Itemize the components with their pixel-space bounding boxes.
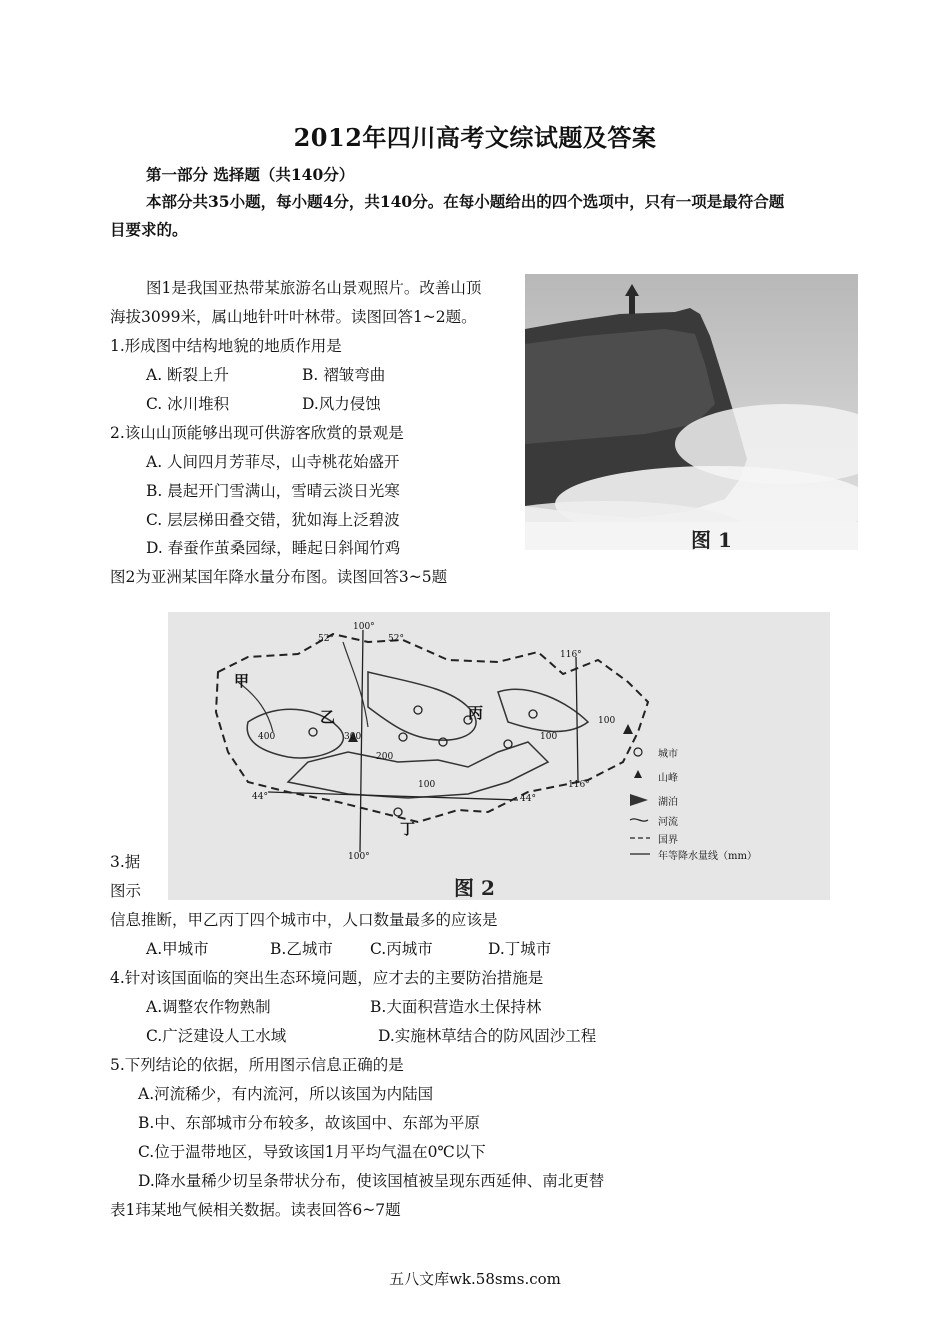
map-label: 100° [353, 622, 375, 632]
page-footer: 五八文库wk.58sms.com [389, 1270, 561, 1288]
q4-option-a: A.调整农作物熟制 [146, 998, 271, 1016]
map-label-isoline: 100 [540, 732, 558, 742]
q1-option-c: C. 冰川堆积 [146, 395, 230, 413]
q3-text-part2: 图示 [110, 882, 142, 900]
q4-option-b: B.大面积营造水土保持林 [370, 998, 542, 1016]
legend-peak: 山峰 [658, 773, 678, 784]
map-label: 52° [388, 634, 404, 644]
map-label: 116° [560, 650, 582, 660]
q3-option-c: C.丙城市 [370, 940, 433, 958]
q2-option-c: C. 层层梯田叠交错，犹如海上泛碧波 [146, 511, 400, 529]
map-label: 52° [318, 634, 334, 644]
map-label-isoline: 100 [598, 716, 616, 726]
q5-option-d: D.降水量稀少切呈条带状分布，使该国植被呈现东西延伸、南北更替 [138, 1172, 605, 1190]
legend-border: 国界 [658, 835, 678, 846]
q3-5-intro: 图2为亚洲某国年降水量分布图。读图回答3~5题 [110, 568, 448, 586]
q4-option-d: D.实施林草结合的防风固沙工程 [378, 1027, 597, 1045]
question-1: 1.形成图中结构地貌的地质作用是 [110, 337, 342, 355]
map-label: 116° [568, 780, 590, 790]
q5-option-a: A.河流稀少，有内流河，所以该国为内陆国 [138, 1085, 434, 1103]
question-5: 5.下列结论的依据，所用图示信息正确的是 [110, 1056, 404, 1074]
instructions-line1: 本部分共35小题，每小题4分，共140分。在每小题给出的四个选项中，只有一项是最符合题 [146, 192, 785, 211]
q2-option-b: B. 晨起开门雪满山，雪晴云淡日光寒 [146, 482, 400, 500]
map-label: 100° [348, 852, 370, 862]
q5-option-c: C.位于温带地区，导致该国1月平均气温在0℃以下 [138, 1143, 486, 1161]
map-label-city: 甲 [234, 672, 250, 690]
map-label: 44° [520, 794, 536, 804]
legend-isohyet: 年等降水量线（mm） [658, 851, 757, 862]
q3-option-d: D.丁城市 [488, 940, 552, 958]
figure-1-caption: 图 1 [691, 528, 732, 550]
q3-option-a: A.甲城市 [146, 940, 209, 958]
instructions-line2: 目要求的。 [110, 220, 188, 239]
map-label: 44° [252, 792, 268, 802]
q1-2-intro-line1: 图1是我国亚热带某旅游名山景观照片。改善山顶 [146, 279, 482, 297]
legend-lake: 湖泊 [658, 797, 678, 808]
part1-heading: 第一部分 选择题（共140分） [146, 165, 355, 184]
figure-2-caption: 图 2 [454, 876, 495, 900]
legend-river: 河流 [658, 817, 678, 828]
map-label-isoline: 100 [418, 780, 436, 790]
page-title: 2012年四川高考文综试题及答案 [293, 123, 657, 152]
q2-option-a: A. 人间四月芳菲尽，山寺桃花始盛开 [146, 453, 400, 471]
q3-text-part3: 信息推断，甲乙丙丁四个城市中，人口数量最多的应该是 [110, 911, 498, 929]
q1-option-b: B. 褶皱弯曲 [302, 366, 386, 384]
map-label-isoline: 300 [344, 732, 362, 742]
map-label-isoline: 400 [258, 732, 276, 742]
figure-2-precipitation-map [168, 612, 830, 900]
map-label-city: 丙 [468, 704, 484, 722]
legend-city: 城市 [658, 749, 678, 760]
q2-option-d: D. 春蚕作茧桑园绿，睡起日斜闻竹鸡 [146, 539, 401, 557]
question-2: 2.该山山顶能够出现可供游客欣赏的景观是 [110, 424, 404, 442]
map-label-isoline: 200 [376, 752, 394, 762]
q1-option-a: A. 断裂上升 [146, 366, 230, 384]
q6-7-intro: 表1玮某地气候相关数据。读表回答6~7题 [110, 1201, 401, 1219]
map-label-city: 丁 [400, 820, 416, 838]
q3-option-b: B.乙城市 [270, 940, 333, 958]
map-label-city: 乙 [320, 708, 336, 726]
question-4: 4.针对该国面临的突出生态环境问题，应才去的主要防治措施是 [110, 969, 544, 987]
q3-text-part1: 3.据 [110, 853, 141, 871]
q1-option-d: D.风力侵蚀 [302, 395, 381, 413]
q1-2-intro-line2: 海拔3099米，属山地针叶叶林带。读图回答1~2题。 [110, 308, 477, 326]
figure-1-mountain-photo [525, 274, 858, 550]
mountain-photo-illustration [525, 274, 858, 550]
q4-option-c: C.广泛建设人工水域 [146, 1027, 287, 1045]
q5-option-b: B.中、东部城市分布较多，故该国中、东部为平原 [138, 1114, 480, 1132]
